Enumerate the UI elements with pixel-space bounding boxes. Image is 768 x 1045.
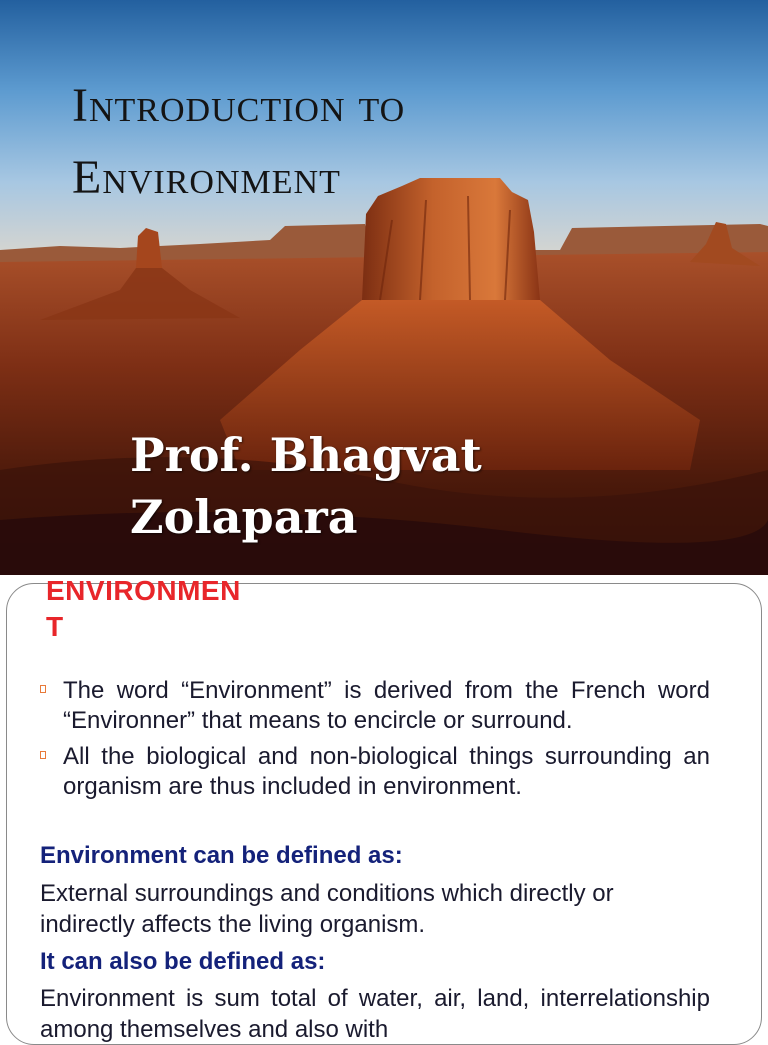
bullet-square-icon <box>40 751 46 759</box>
bullet-text: All the biological and non-biological things surrounding an organism are thus included in environment. <box>63 743 710 800</box>
presentation-title <box>72 70 405 214</box>
title-line-2: Environment <box>72 151 341 204</box>
bullet-square-icon <box>40 685 46 693</box>
slide-heading <box>46 573 241 645</box>
definition-1-heading: Environment can be defined as: <box>40 842 403 869</box>
definition-2-heading: It can also be defined as: <box>40 948 326 975</box>
heading-line-2: T <box>46 611 64 642</box>
heading-line-1: ENVIRONMEN <box>46 575 241 606</box>
content-slide <box>0 575 768 1043</box>
bullet-text: The word “Environment” is derived from the French word “Environner” that means to encircle or surround. <box>63 677 710 734</box>
title-line-1: Introduction to <box>72 79 406 132</box>
bullet-item <box>40 742 710 802</box>
bullet-item <box>40 676 710 736</box>
definition-2-text: Environment is sum total of water, air, land, interrelationship among themselves and also with <box>40 985 710 1043</box>
bullet-list <box>40 676 710 808</box>
definition-1-text: External surroundings and conditions which directly or indirectly affects the living organism. <box>40 880 614 938</box>
author-line-1: Prof. Bhagvat <box>130 428 482 482</box>
author-line-2: Zolapara <box>130 490 358 544</box>
author-name <box>130 424 482 548</box>
